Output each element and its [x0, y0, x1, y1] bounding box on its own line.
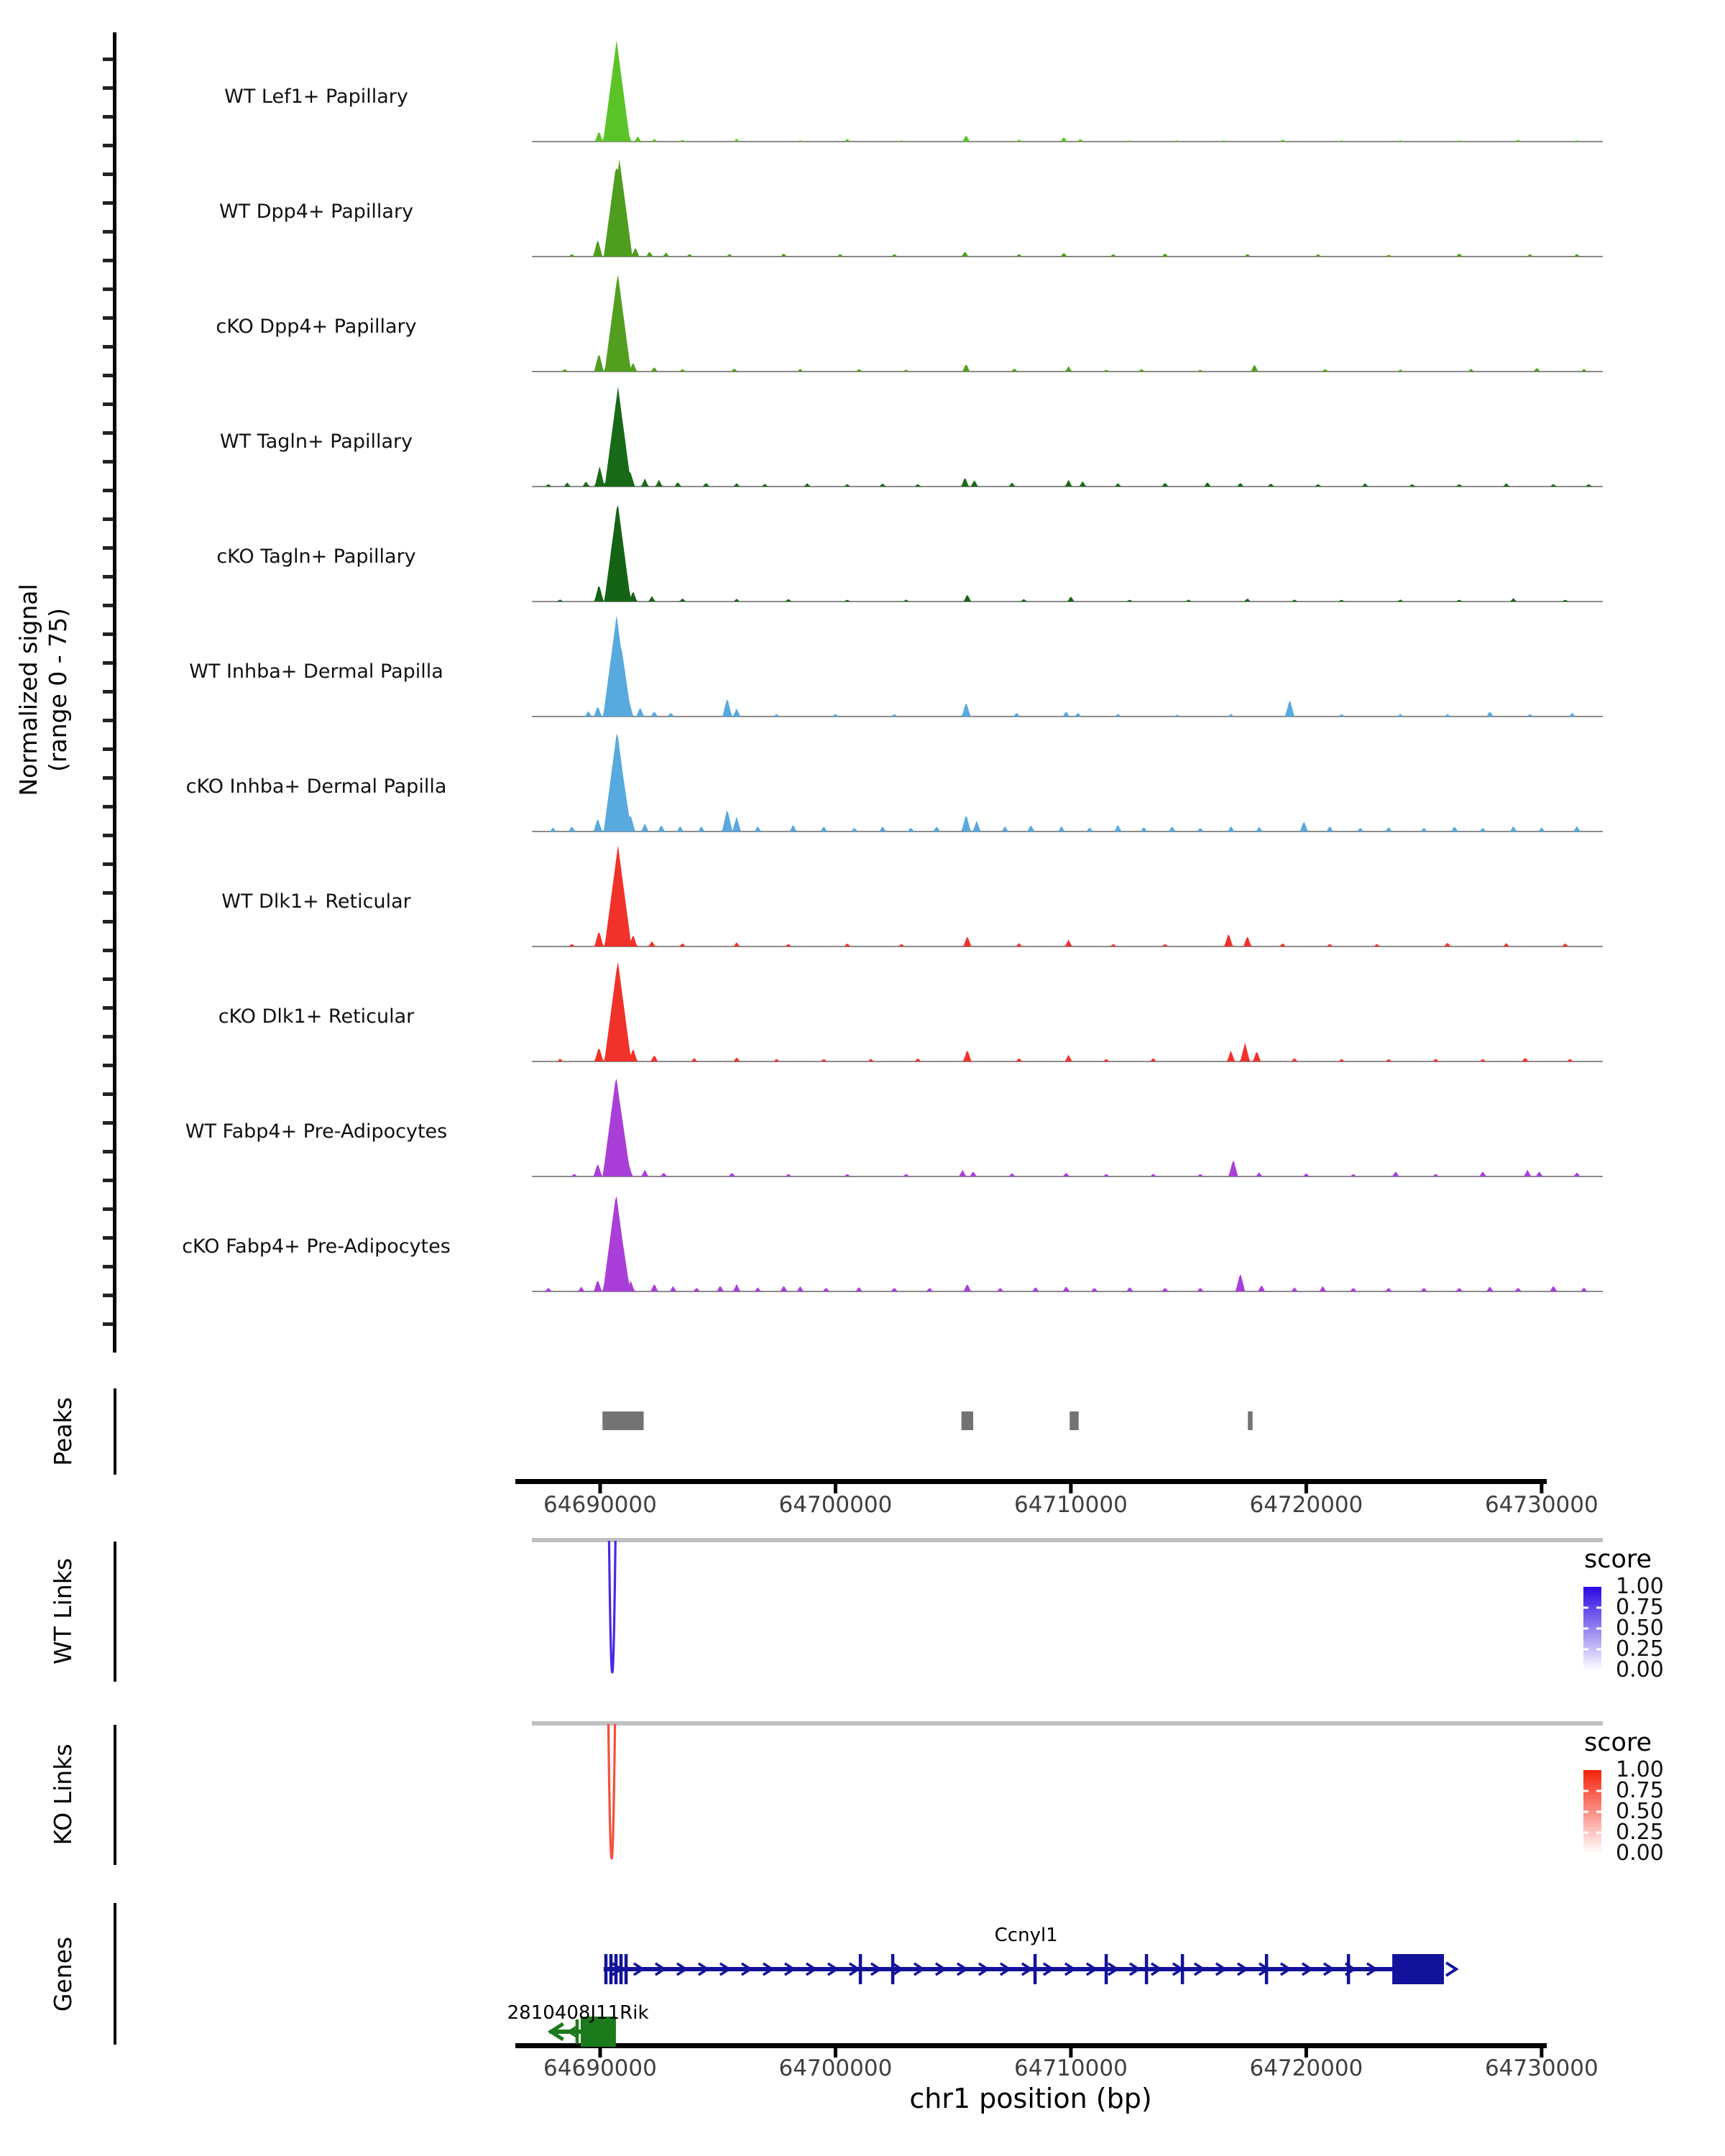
genome-axis-tick-label: 64720000 [1249, 1492, 1363, 1518]
genome-axis-line [515, 2043, 1547, 2048]
wt-score-legend-inner-tick [1583, 1607, 1588, 1609]
track-label: WT Dpp4+ Papillary [218, 201, 414, 223]
signal-axis-tick [103, 230, 114, 234]
genome-axis-tick-label: 64730000 [1484, 1492, 1598, 1518]
signal-axis-tick [103, 316, 114, 320]
gene-exon-tick [859, 1954, 862, 1984]
signal-axis-tick [103, 977, 114, 981]
wt-score-legend-inner-tick [1596, 1607, 1601, 1609]
wt-score-legend-inner-tick [1583, 1649, 1588, 1651]
signal-axis-tick [103, 1092, 114, 1096]
peaks-axis-bar [114, 1388, 116, 1475]
ko-score-legend-inner-tick [1596, 1811, 1601, 1813]
gene-exon-tick [1145, 1954, 1149, 1984]
track-label: cKO Fabp4+ Pre-Adipocytes [182, 1235, 451, 1258]
coverage-area [532, 160, 1603, 257]
signal-axis-tick [103, 402, 114, 406]
gene-exon-box [1392, 1954, 1444, 1984]
signal-axis-tick [103, 144, 114, 147]
genome-axis-tick-label: 64710000 [1014, 1492, 1128, 1518]
signal-axis-label [14, 438, 78, 941]
signal-axis-tick [103, 776, 114, 780]
wt-score-legend-value-label: 0.00 [1616, 1657, 1664, 1682]
gene-exon-tick [1105, 1954, 1108, 1984]
signal-axis-tick [103, 287, 114, 291]
wt-score-legend-value-label: 1.00 [1616, 1574, 1664, 1599]
signal-axis-tick [103, 259, 114, 262]
gene-exon-tick [1181, 1954, 1184, 1984]
gene-exon-tick [1347, 1954, 1351, 1984]
genes-axis-bar [114, 1903, 116, 2045]
ko-score-legend-inner-tick [1596, 1790, 1601, 1792]
coverage-area [532, 1197, 1603, 1291]
signal-axis-tick [103, 86, 114, 90]
coverage-area [532, 734, 1603, 831]
wt-score-legend-inner-tick [1596, 1628, 1601, 1630]
track-baseline [532, 141, 1603, 142]
genome-axis-tick-label: 64720000 [1249, 2055, 1363, 2081]
link-arc [608, 1724, 615, 1858]
signal-axis-tick [103, 460, 114, 464]
signal-axis-tick [103, 632, 114, 636]
wt-score-legend-value-label: 0.75 [1616, 1595, 1664, 1620]
ko-score-legend-value-label: 1.00 [1616, 1757, 1664, 1782]
gene-exon-tick [620, 1954, 623, 1984]
wt-score-legend-title: score [1584, 1545, 1652, 1574]
links-baseline [532, 1721, 1603, 1726]
signal-axis-tick [103, 949, 114, 952]
genome-axis-tick-label: 64690000 [543, 1492, 657, 1518]
signal-axis-tick [103, 431, 114, 435]
ko-score-legend-value-label: 0.75 [1616, 1778, 1664, 1803]
signal-axis-tick [103, 604, 114, 607]
signal-axis-tick [103, 1236, 114, 1240]
peaks-track-label: Peaks [49, 1397, 77, 1466]
coverage-area [532, 505, 1603, 602]
signal-axis-tick [103, 920, 114, 923]
peak-interval-box [1070, 1411, 1078, 1430]
signal-axis-tick [103, 345, 114, 349]
ko-links-track-label: KO Links [49, 1743, 77, 1846]
gene-name-label: 2810408J11Rik [507, 2002, 649, 2024]
coverage-area [532, 962, 1603, 1062]
signal-axis-label-line1: Normalized signal [14, 584, 42, 796]
link-arc [609, 1541, 615, 1672]
track-label: cKO Dpp4+ Papillary [216, 315, 417, 338]
signal-axis-tick [103, 1121, 114, 1125]
gene-exon-tick [615, 1954, 618, 1984]
gene-exon-tick [891, 1954, 895, 1984]
track-label: cKO Inhba+ Dermal Papilla [185, 775, 447, 798]
ko-score-legend-value-label: 0.00 [1616, 1841, 1664, 1866]
signal-axis-tick [103, 805, 114, 808]
coverage-area [532, 387, 1603, 487]
track-label: WT Fabp4+ Pre-Adipocytes [185, 1120, 448, 1143]
signal-axis-tick [103, 1179, 114, 1182]
signal-axis-tick [103, 661, 114, 665]
signal-axis-tick [103, 1150, 114, 1153]
signal-axis-tick [103, 891, 114, 895]
genome-axis-tick-label: 64710000 [1014, 2055, 1128, 2081]
ko-score-legend-inner-tick [1583, 1790, 1588, 1792]
signal-axis-tick [103, 834, 114, 837]
coverage-area [532, 615, 1603, 717]
x-axis-label: chr1 position (bp) [909, 2083, 1152, 2114]
track-label: WT Inhba+ Dermal Papilla [189, 660, 443, 683]
gene-exon-tick [625, 1954, 628, 1984]
links-baseline [532, 1538, 1603, 1542]
signal-axis-tick [103, 1294, 114, 1297]
signal-axis-tick [103, 575, 114, 579]
gene-exon-tick [1034, 1954, 1037, 1984]
signal-axis-tick [103, 1064, 114, 1067]
track-label: WT Tagln+ Papillary [219, 430, 413, 453]
genome-axis-tick-label: 64690000 [543, 2055, 657, 2081]
track-baseline [532, 831, 1603, 832]
coverage-area [532, 1079, 1603, 1176]
wt-links-axis-bar [114, 1542, 116, 1682]
genome-axis-tick-label: 64700000 [778, 1492, 893, 1518]
peak-interval-box [962, 1411, 973, 1430]
signal-axis-tick [103, 546, 114, 550]
track-label: cKO Dlk1+ Reticular [218, 1005, 415, 1028]
ko-score-legend-title: score [1584, 1728, 1652, 1757]
ko-score-legend-value-label: 0.50 [1616, 1799, 1664, 1824]
signal-axis-tick [103, 719, 114, 722]
signal-axis-tick [103, 1006, 114, 1010]
wt-links-track-label: WT Links [49, 1557, 77, 1665]
ko-score-legend-inner-tick [1583, 1832, 1588, 1834]
coverage-area [532, 40, 1603, 142]
signal-axis-tick [103, 690, 114, 694]
genome-axis-tick-label: 64730000 [1484, 2055, 1598, 2081]
signal-axis-tick [103, 57, 114, 61]
signal-axis-tick [103, 1322, 114, 1326]
wt-score-legend-value-label: 0.25 [1616, 1636, 1664, 1662]
gene-exon-tick [604, 1954, 608, 1984]
signal-axis-tick [103, 201, 114, 205]
signal-axis-tick [103, 1207, 114, 1211]
peak-interval-box [602, 1411, 643, 1430]
wt-score-legend-inner-tick [1596, 1649, 1601, 1651]
signal-axis-tick [103, 172, 114, 176]
ko-score-legend-inner-tick [1596, 1832, 1601, 1834]
gene-exon-tick [1265, 1954, 1269, 1984]
gene-name-label: Ccnyl1 [994, 1925, 1058, 1946]
signal-axis-tick [103, 1035, 114, 1038]
genome-axis-tick-label: 64700000 [778, 2055, 893, 2081]
track-label: WT Lef1+ Papillary [224, 86, 408, 108]
track-label: cKO Tagln+ Papillary [216, 545, 416, 568]
signal-axis-tick [103, 862, 114, 866]
coverage-area [532, 845, 1603, 946]
signal-axis-label-line2: (range 0 - 75) [44, 607, 72, 773]
ko-score-legend-inner-tick [1583, 1811, 1588, 1813]
gene-direction-arrow [1446, 1963, 1456, 1976]
ko-score-legend-value-label: 0.25 [1616, 1820, 1664, 1845]
gene-exon-tick [610, 1954, 613, 1984]
signal-axis-tick [103, 489, 114, 492]
signal-axis-tick [103, 115, 114, 119]
genome-axis-line [515, 1479, 1547, 1484]
genes-track-label: Genes [49, 1936, 77, 2012]
peak-interval-box [1248, 1411, 1253, 1430]
ko-links-axis-bar [114, 1725, 116, 1865]
wt-score-legend-value-label: 0.50 [1616, 1616, 1664, 1641]
signal-axis-tick [103, 747, 114, 751]
track-label: WT Dlk1+ Reticular [221, 890, 411, 913]
wt-score-legend-inner-tick [1583, 1628, 1588, 1630]
signal-axis-tick [103, 517, 114, 521]
signal-axis-tick [103, 1265, 114, 1268]
signal-axis-tick [103, 374, 114, 377]
coverage-area [532, 275, 1603, 372]
